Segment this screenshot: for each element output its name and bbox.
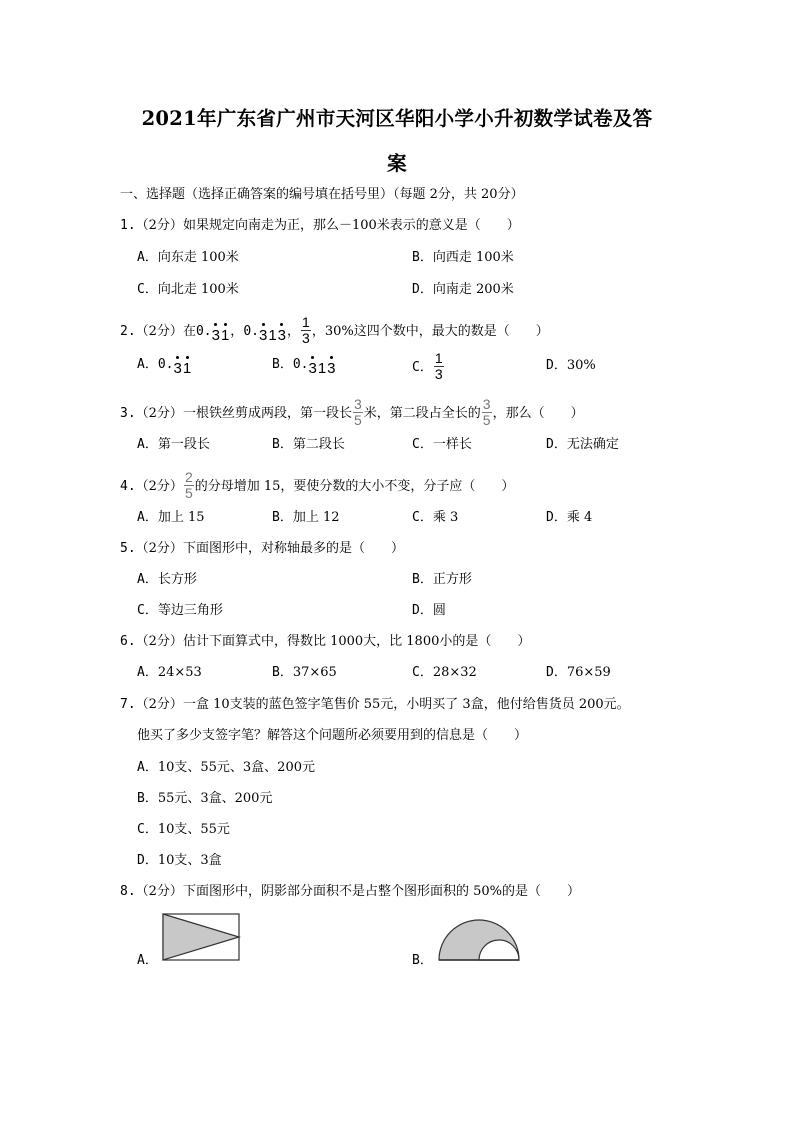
q8-option-b-label[interactable]: B． xyxy=(412,953,433,968)
question-8: 8.（2分）下面图形中，阴影部分面积不是占整个图形面积的 50%的是（ ） xyxy=(120,884,580,899)
fraction-two-fifths: $\frac{2}{5}$ xyxy=(184,469,193,501)
section-heading: 一、选择题（选择正确答案的编号填在括号里）（每题 2分，共 20分） xyxy=(120,187,524,202)
q3-option-a[interactable]: A．第一段长 xyxy=(137,437,210,452)
fraction-three-fifths: $\frac{3}{5}$ xyxy=(353,396,362,428)
page-title: 2021年广东省广州市天河区华阳小学小升初数学试卷及答 xyxy=(141,107,653,130)
question-7-continued: 他买了多少支签字笔？解答这个问题所必须要用到的信息是（ ） xyxy=(137,728,528,743)
question-2: 2.（2分）在0.31，0.313， $\frac{1}{3}$ ，30%这四个数中，最大的数是（ ） xyxy=(120,314,549,346)
q7-option-b[interactable]: B．55元、3盒、200元 xyxy=(137,791,273,806)
question-3: 3.（2分）一根铁丝剪成两段，第一段长 $\frac{3}{5}$ 米，第二段占全长的 $\frac{3}{5}$ ，那么（ ） xyxy=(120,396,584,428)
semicircle-ring-figure[interactable] xyxy=(437,918,521,962)
q5-option-c[interactable]: C．等边三角形 xyxy=(137,603,223,618)
q5-option-b[interactable]: B．正方形 xyxy=(412,572,472,587)
q6-option-d[interactable]: D．76×59 xyxy=(546,665,611,680)
q8-option-a-label[interactable]: A． xyxy=(137,953,158,968)
q4-option-a[interactable]: A．加上 15 xyxy=(137,510,205,525)
q5-option-d[interactable]: D．圆 xyxy=(412,603,446,618)
q4-option-c[interactable]: C．乘 3 xyxy=(412,510,459,525)
q2-option-a[interactable]: A．0.31 xyxy=(137,357,193,377)
q1-option-a[interactable]: A．向东走 100米 xyxy=(137,250,239,265)
q7-option-d[interactable]: D．10支、3盒 xyxy=(137,853,222,868)
question-1: 1.（2分）如果规定向南走为正，那么－100米表示的意义是（ ） xyxy=(120,218,520,233)
fraction-three-fifths: $\frac{3}{5}$ xyxy=(482,396,491,428)
question-6: 6.（2分）估计下面算式中，得数比 1000大，比 1800小的是（ ） xyxy=(120,634,531,649)
q3-option-d[interactable]: D．无法确定 xyxy=(546,437,619,452)
page-title-continued: 案 xyxy=(387,152,407,175)
q7-option-a[interactable]: A．10支、55元、3盒、200元 xyxy=(137,760,315,775)
q2-option-d[interactable]: D．30% xyxy=(546,358,596,373)
q6-option-c[interactable]: C．28×32 xyxy=(412,665,477,680)
question-4: 4.（2分） $\frac{2}{5}$ 的分母增加 15，要使分数的大小不变，分子应（ ） xyxy=(120,469,515,501)
q6-option-b[interactable]: B．37×65 xyxy=(272,665,337,680)
q3-option-b[interactable]: B．第二段长 xyxy=(272,437,345,452)
q4-option-d[interactable]: D．乘 4 xyxy=(546,510,593,525)
q3-option-c[interactable]: C．一样长 xyxy=(412,437,472,452)
q4-option-b[interactable]: B．加上 12 xyxy=(272,510,340,525)
q2-option-c[interactable]: C． $\frac{1}{3}$ xyxy=(412,350,443,382)
q1-option-b[interactable]: B．向西走 100米 xyxy=(412,250,514,265)
fraction-one-third: $\frac{1}{3}$ xyxy=(302,314,310,346)
q1-option-c[interactable]: C．向北走 100米 xyxy=(137,282,239,297)
q5-option-a[interactable]: A．长方形 xyxy=(137,572,197,587)
q1-option-d[interactable]: D．向南走 200米 xyxy=(412,282,514,297)
repeating-decimal-0313: 313 xyxy=(258,327,287,344)
q7-option-c[interactable]: C．10支、55元 xyxy=(137,822,230,837)
repeating-decimal-031: 31 xyxy=(211,327,231,344)
rectangle-shaded-triangle-figure[interactable] xyxy=(162,913,242,963)
question-5: 5.（2分）下面图形中，对称轴最多的是（ ） xyxy=(120,541,404,556)
q6-option-a[interactable]: A．24×53 xyxy=(137,665,202,680)
question-7: 7.（2分）一盒 10支装的蓝色签字笔售价 55元，小明买了 3盒，他付给售货员 200元。 xyxy=(120,697,630,712)
q2-option-b[interactable]: B．0.313 xyxy=(272,357,337,377)
